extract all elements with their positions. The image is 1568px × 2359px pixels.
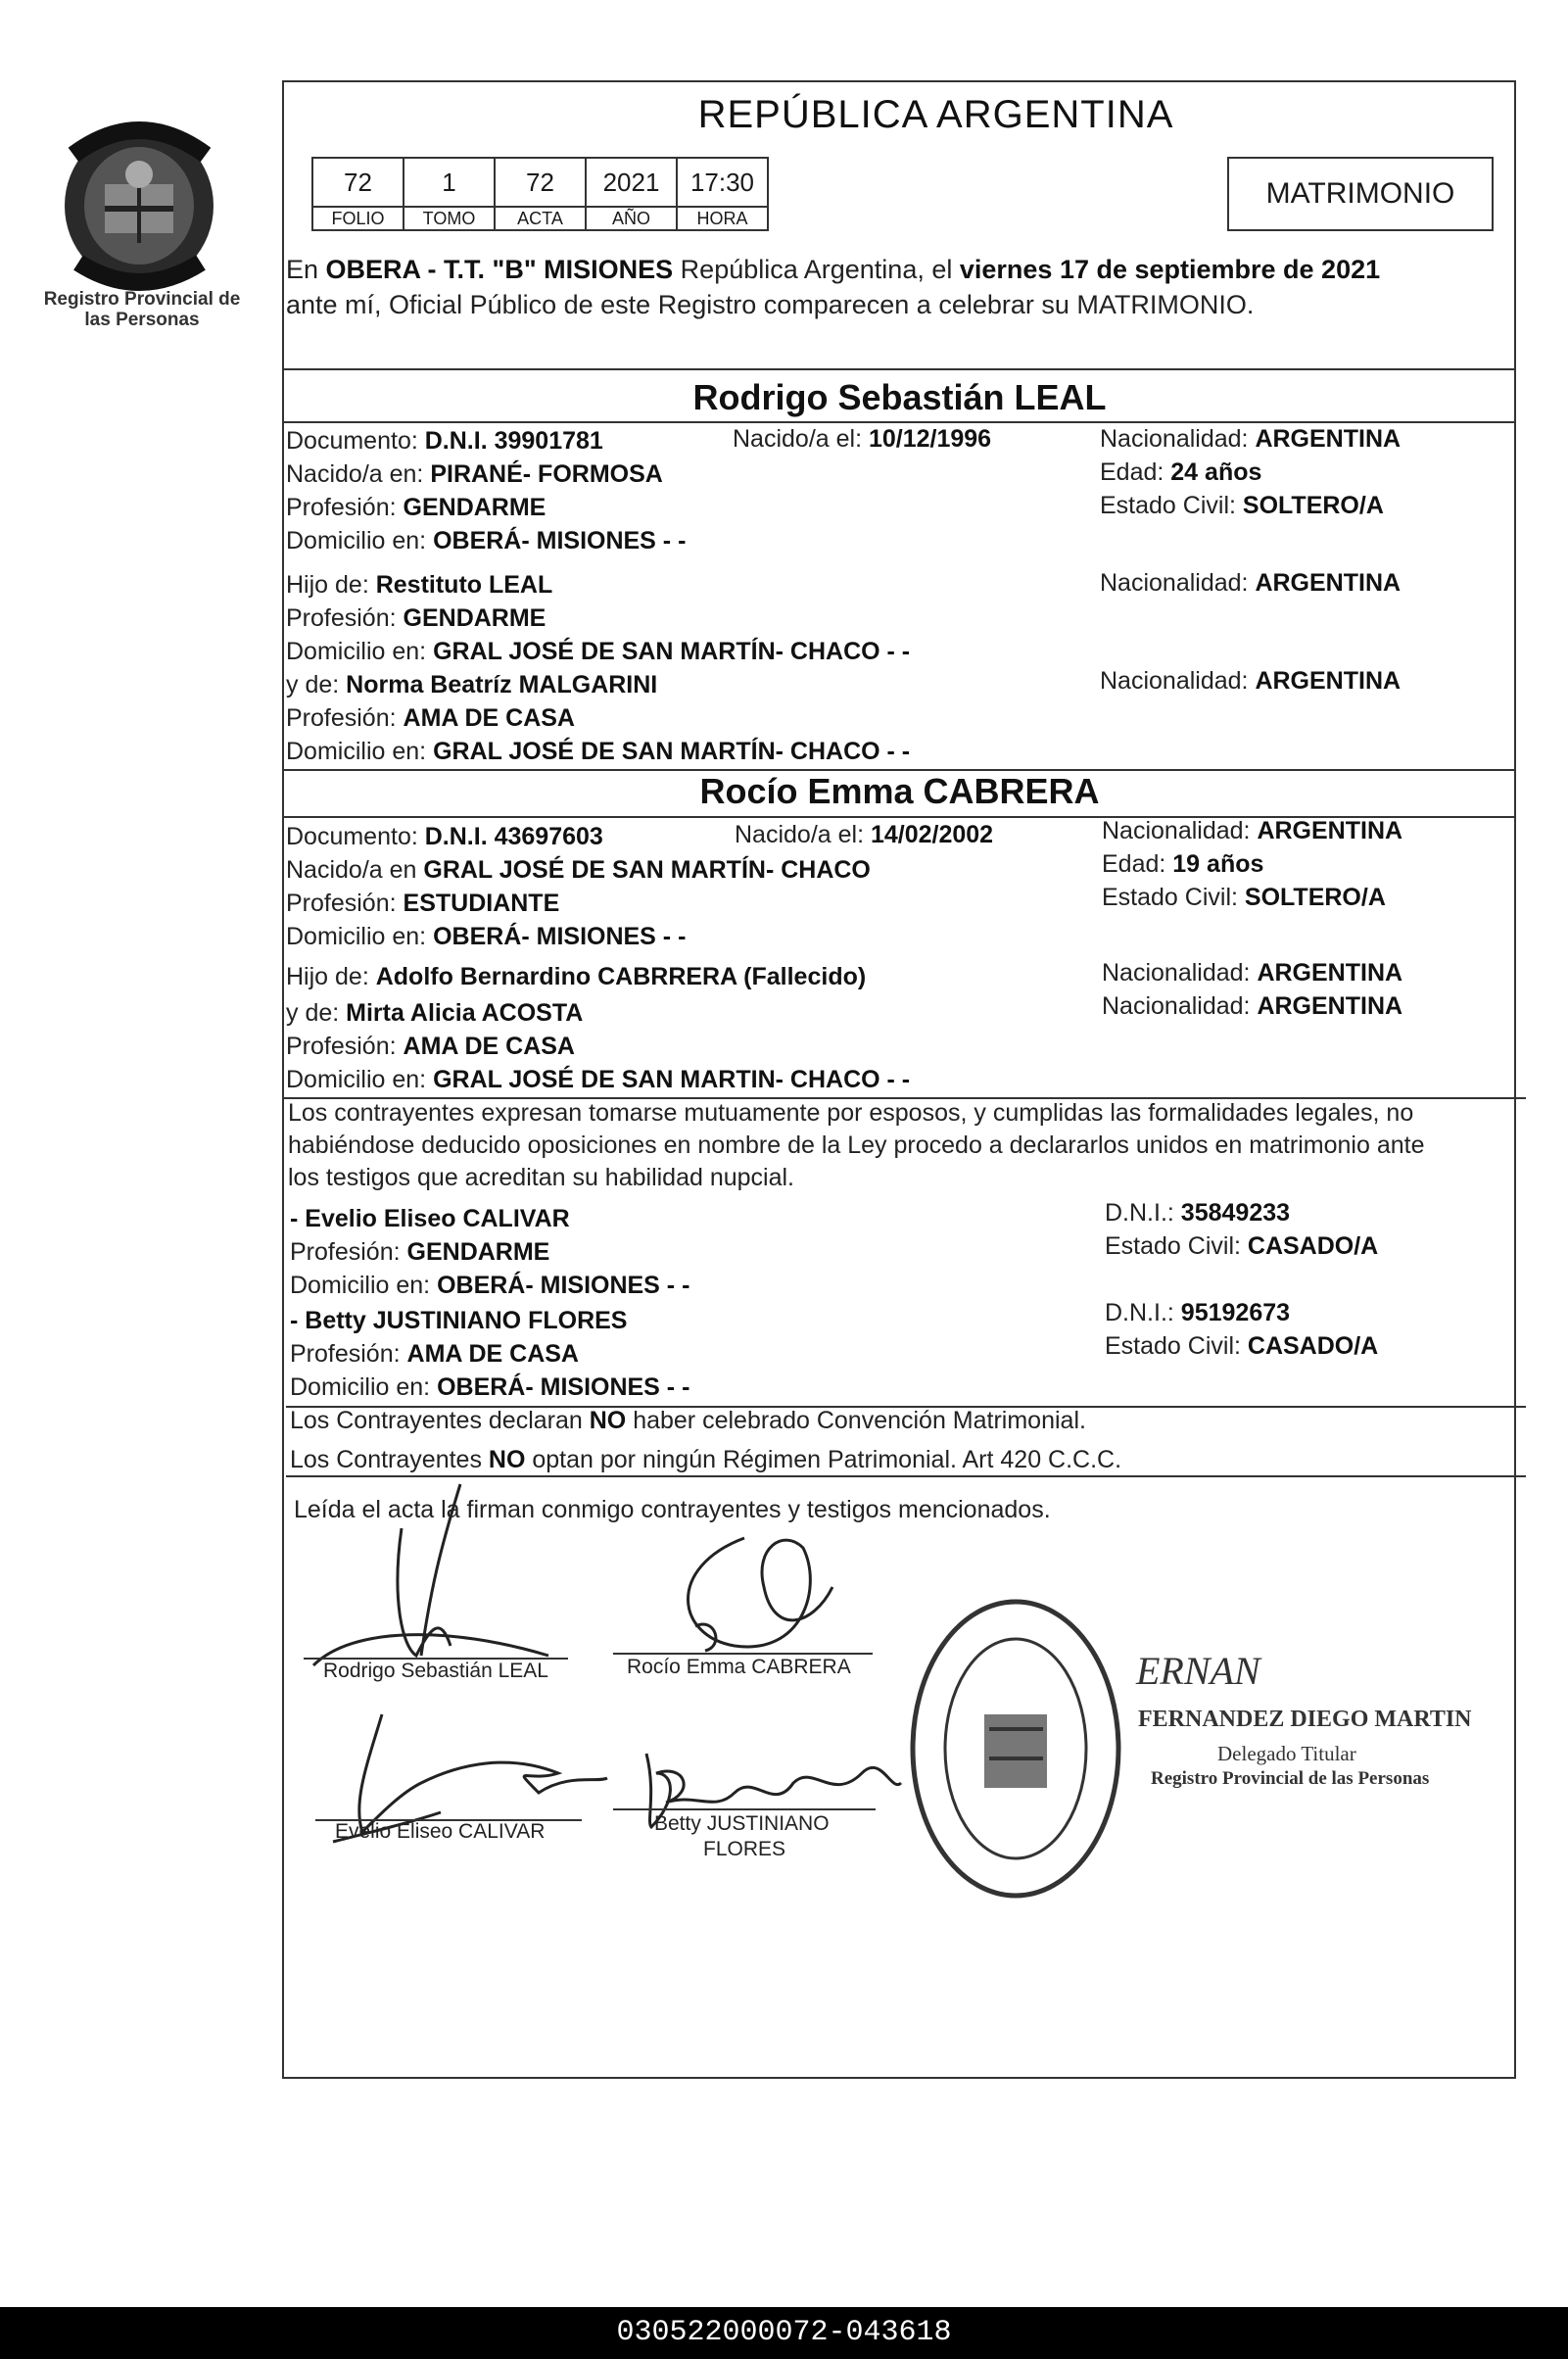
stamp-official-org: Registro Provincial de las Personas [1151, 1768, 1430, 1789]
intro-line-1: En OBERA - T.T. "B" MISIONES República Argentina, el viernes 17 de septiembre de 2021 [286, 255, 1381, 284]
groom-father: Hijo de: Restituto LEAL [286, 571, 553, 599]
intro-line-2: ante mí, Oficial Público de este Registro comparecen a celebrar su MATRIMONIO. [286, 290, 1255, 319]
tomo-value: 1 [404, 158, 495, 207]
bride-birthdate: Nacido/a el: 14/02/2002 [735, 821, 994, 848]
bride-document: Documento: D.N.I. 43697603 [286, 823, 603, 850]
groom-signature-label: Rodrigo Sebastián LEAL [323, 1660, 548, 1682]
tomo-label: TOMO [404, 207, 495, 230]
bride-father-nationality: Nacionalidad: ARGENTINA [1102, 959, 1403, 987]
witness-1-profession: Profesión: GENDARME [290, 1238, 550, 1266]
groom-civil-status: Estado Civil: SOLTERO/A [1100, 492, 1384, 519]
groom-mother-nationality: Nacionalidad: ARGENTINA [1100, 667, 1402, 695]
declaration-line-1: Los contrayentes expresan tomarse mutuamente por esposos, y cumplidas las formalidades legales, no [288, 1099, 1414, 1127]
acta-label: ACTA [495, 207, 586, 230]
witness-2-profession: Profesión: AMA DE CASA [290, 1340, 579, 1368]
groom-mother: y de: Norma Beatríz MALGARINI [286, 671, 658, 698]
groom-mother-domicile: Domicilio en: GRAL JOSÉ DE SAN MARTÍN- CHACO - - [286, 738, 911, 765]
groom-father-nationality: Nacionalidad: ARGENTINA [1100, 569, 1402, 597]
folio-value: 72 [312, 158, 404, 207]
bride-signature-label: Rocío Emma CABRERA [627, 1656, 851, 1678]
bride-age: Edad: 19 años [1102, 850, 1264, 878]
bride-domicile: Domicilio en: OBERÁ- MISIONES - - [286, 923, 687, 950]
bride-civil-status: Estado Civil: SOLTERO/A [1102, 884, 1386, 911]
signature-line [613, 1653, 873, 1655]
witness-2-dni: D.N.I.: 95192673 [1105, 1299, 1291, 1326]
bride-name: Rocío Emma CABRERA [699, 771, 1100, 811]
stamp-signature-scrawl: ERNAN [1136, 1649, 1260, 1693]
witness-2-signature-label-line-2: FLORES [703, 1838, 786, 1860]
divider [282, 368, 1516, 370]
divider [282, 421, 1516, 423]
stamp-official-name: FERNANDEZ DIEGO MARTIN [1138, 1707, 1472, 1732]
witness-1-dni: D.N.I.: 35849233 [1105, 1199, 1291, 1227]
bride-mother-domicile: Domicilio en: GRAL JOSÉ DE SAN MARTIN- CHACO - - [286, 1066, 911, 1093]
divider [286, 1475, 1526, 1477]
witness-1-name: - Evelio Eliseo CALIVAR [290, 1205, 570, 1232]
time-label: HORA [677, 207, 768, 230]
groom-profession: Profesión: GENDARME [286, 494, 546, 521]
register-table [311, 157, 769, 231]
witness-2-domicile: Domicilio en: OBERÁ- MISIONES - - [290, 1373, 690, 1401]
witness-1-signature-label: Evelio Eliseo CALIVAR [335, 1820, 546, 1843]
country-title: REPÚBLICA ARGENTINA [697, 93, 1174, 136]
groom-birthdate: Nacido/a el: 10/12/1996 [733, 425, 992, 453]
witness-2-signature-label-line-1: Betty JUSTINIANO [654, 1812, 830, 1835]
province-seal-logo [54, 116, 225, 292]
bride-mother: y de: Mirta Alicia ACOSTA [286, 999, 584, 1027]
official-stamp [906, 1592, 1126, 1905]
stamp-official-title: Delegado Titular [1217, 1742, 1356, 1765]
groom-mother-profession: Profesión: AMA DE CASA [286, 704, 575, 732]
bride-nationality: Nacionalidad: ARGENTINA [1102, 817, 1403, 844]
bride-birthplace: Nacido/a en GRAL JOSÉ DE SAN MARTÍN- CHACO [286, 856, 871, 884]
closing-statement: Leída el acta la firman conmigo contrayentes y testigos mencionados. [294, 1496, 1051, 1523]
acta-value: 72 [495, 158, 586, 207]
groom-father-profession: Profesión: GENDARME [286, 604, 546, 632]
declaration-line-3: los testigos que acreditan su habilidad nupcial. [288, 1164, 795, 1191]
regime-line-1: Los Contrayentes declaran NO haber celebrado Convención Matrimonial. [290, 1407, 1086, 1434]
witness-1-domicile: Domicilio en: OBERÁ- MISIONES - - [290, 1272, 690, 1299]
witness-2-name: - Betty JUSTINIANO FLORES [290, 1307, 628, 1334]
bride-father: Hijo de: Adolfo Bernardino CABRRERA (Fallecido) [286, 963, 867, 990]
groom-father-domicile: Domicilio en: GRAL JOSÉ DE SAN MARTÍN- CHACO - - [286, 638, 911, 665]
groom-nationality: Nacionalidad: ARGENTINA [1100, 425, 1402, 453]
year-value: 2021 [586, 158, 677, 207]
signature-line [613, 1808, 876, 1810]
groom-age: Edad: 24 años [1100, 458, 1262, 486]
groom-signature [294, 1479, 588, 1675]
bride-mother-profession: Profesión: AMA DE CASA [286, 1033, 575, 1060]
declaration-line-2: habiéndose deducido oposiciones en nombre de la Ley procedo a declararlos unidos en matrimonio ante [288, 1131, 1425, 1159]
folio-label: FOLIO [312, 207, 404, 230]
regime-line-2: Los Contrayentes NO optan por ningún Régimen Patrimonial. Art 420 C.C.C. [290, 1446, 1122, 1473]
time-value: 17:30 [677, 158, 768, 207]
groom-document: Documento: D.N.I. 39901781 [286, 427, 603, 455]
bride-signature [627, 1528, 862, 1665]
groom-birthplace: Nacido/a en: PIRANÉ- FORMOSA [286, 460, 663, 488]
document-barcode-id: 030522000072-043618 [0, 2307, 1568, 2359]
groom-name: Rodrigo Sebastián LEAL [692, 377, 1107, 417]
year-label: AÑO [586, 207, 677, 230]
groom-domicile: Domicilio en: OBERÁ- MISIONES - - [286, 527, 687, 554]
bride-mother-nationality: Nacionalidad: ARGENTINA [1102, 992, 1403, 1020]
registry-caption: Registro Provincial de las Personas [43, 289, 241, 330]
witness-2-civil-status: Estado Civil: CASADO/A [1105, 1332, 1379, 1360]
bride-profession: Profesión: ESTUDIANTE [286, 890, 560, 917]
act-type-badge: MATRIMONIO [1227, 157, 1494, 231]
witness-1-civil-status: Estado Civil: CASADO/A [1105, 1232, 1379, 1260]
